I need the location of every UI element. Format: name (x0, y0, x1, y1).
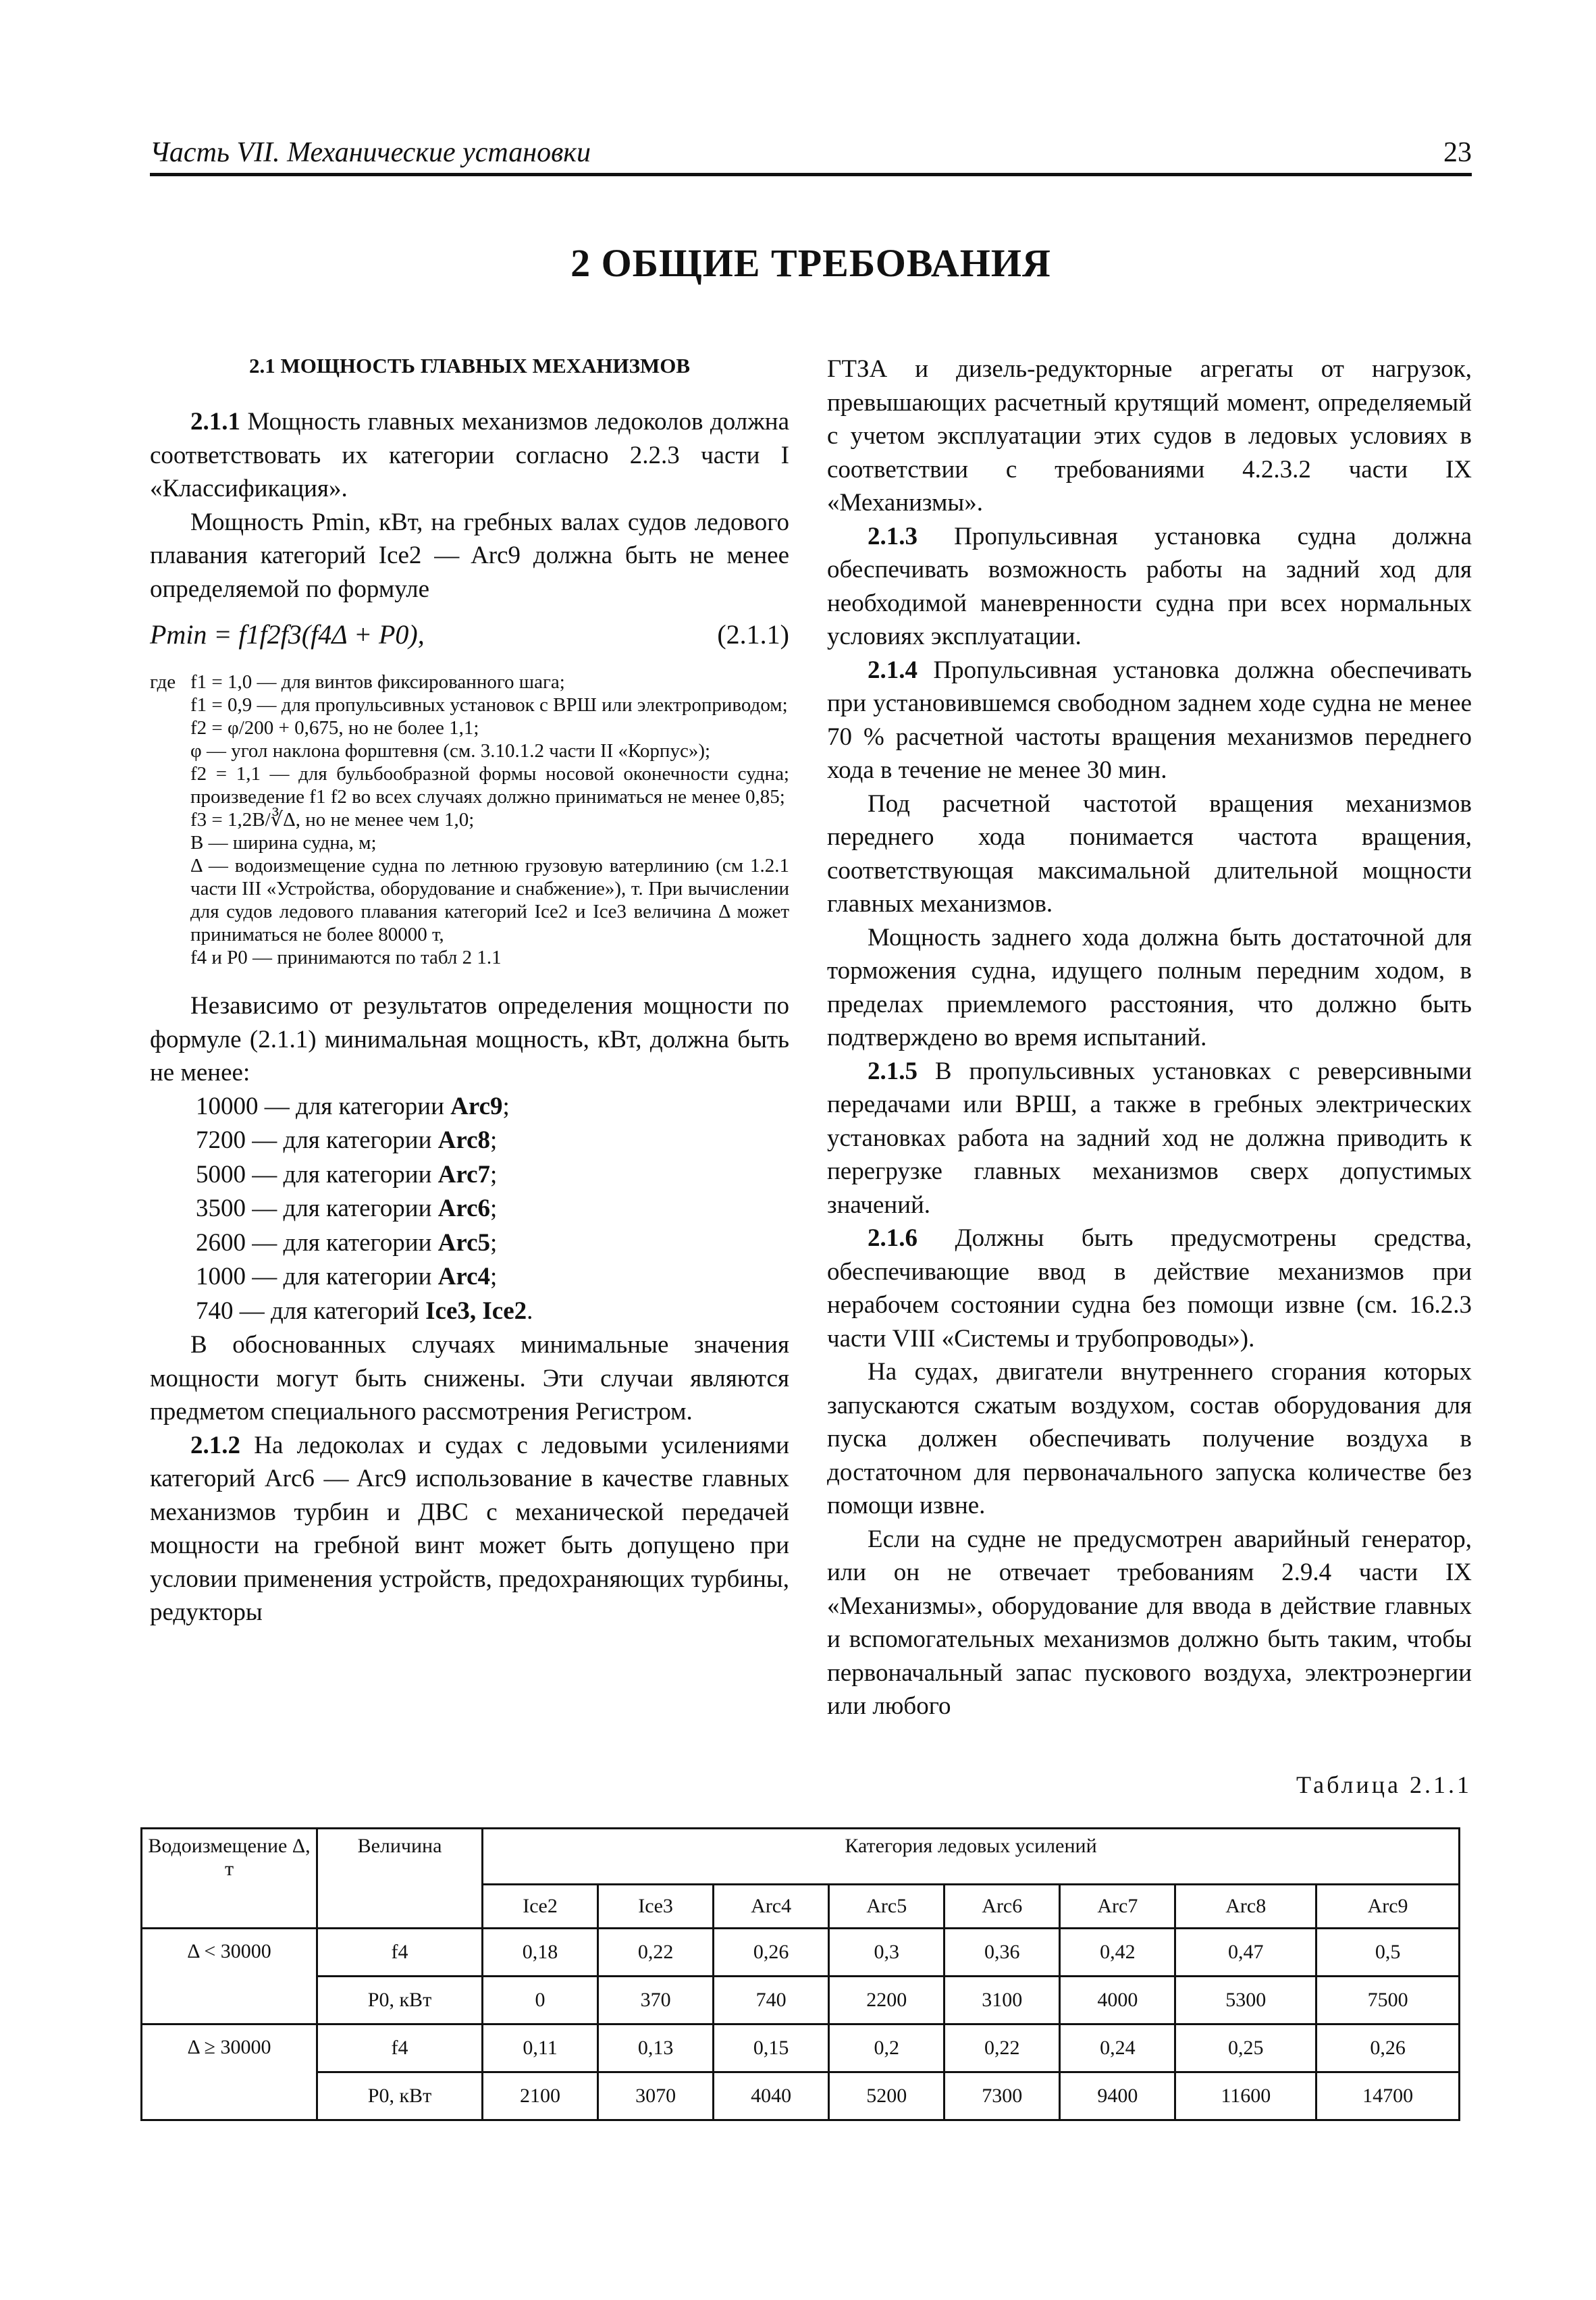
paragraph-text: Должны быть предусмотрены средства, обеспечивающие ввод в действие механизмов при нерабочем состоянии судна без помощи извне (см. 16.2.3 части VIII «Системы и трубопроводы»). (827, 1224, 1472, 1353)
category-header-cell: Ice3 (598, 1885, 714, 1929)
definition-text: f2 = 1,1 — для бульбообразной формы носовой оконечности судна; произведение f1 f2 во всех случаях должно приниматься не менее 0,85; (190, 763, 789, 808)
clause-number: 2.1.5 (868, 1057, 917, 1085)
clause-number: 2.1.1 (190, 408, 240, 436)
table-row (142, 1929, 1460, 1977)
clause-number: 2.1.6 (868, 1224, 917, 1252)
definition-label (150, 739, 190, 762)
paragraph-engines: На судах, двигатели внутреннего сгорания которых запускаются сжатым воздухом, состав оборудования для пуска должен обеспечивать получение воздуха в достаточном для первоначального запуска количестве без помощи извне. (827, 1358, 1472, 1519)
value-cell: 0,5 (1316, 1929, 1460, 1977)
left-column (150, 352, 789, 1629)
value-cell: 2200 (829, 1977, 945, 2024)
min-power-item: 2600 — для категории Arc5; (196, 1228, 498, 1257)
value-cell: 0,47 (1175, 1929, 1316, 1977)
value-cell: 0,15 (714, 2024, 829, 2072)
table-header-row (142, 1829, 1460, 1885)
paragraph-text: Пропульсивная установка должна обеспечивать при установившемся свободном заднем ходе судна не менее 70 % расчетной частоты вращения механизмов переднего хода в течение не менее 30 мин. (827, 656, 1472, 784)
definition-text: φ — угол наклона форштевня (см. 3.10.1.2 части II «Корпус»); (190, 740, 711, 762)
section-heading: 2.1 МОЩНОСТЬ ГЛАВНЫХ МЕХАНИЗМОВ (248, 354, 691, 377)
definition-text: f3 = 1,2B/∛Δ, но не менее чем 1,0; (190, 809, 475, 831)
paragraph-reverse-power: Мощность заднего хода должна быть достаточной для торможения судна, идущего полным передним ходом, в пределах приемлемого расстояния, что должно быть подтверждено во время испытаний. (827, 923, 1472, 1051)
definition-text: f1 = 0,9 — для пропульсивных установок с ВРШ или электроприводом; (190, 694, 788, 716)
paragraph-reverse-frequency: Под расчетной частотой вращения механизмов переднего хода понимается частота вращения, соответствующая максимальной длительной мощности главных механизмов. (827, 789, 1472, 918)
clause-number: 2.1.4 (868, 656, 917, 684)
definition-text: f4 и P0 — принимаются по табл 2 1.1 (190, 947, 502, 968)
category-header-cell: Arc4 (714, 1885, 829, 1929)
value-cell: 0 (483, 1977, 598, 2024)
value-cell: 0,2 (829, 2024, 945, 2072)
definition-text: f1 = 1,0 — для винтов фиксированного шага; (190, 671, 565, 693)
definition-label (150, 946, 190, 969)
page-header (150, 132, 1472, 176)
table-row (142, 1977, 1460, 2024)
value-cell: 0,11 (483, 2024, 598, 2072)
quantity-cell: P0, кВт (317, 2072, 483, 2120)
definition-label (150, 831, 190, 854)
value-cell: 2100 (483, 2072, 598, 2120)
header-category: Категория ледовых усилений (483, 1829, 1460, 1885)
definition-text: B — ширина судна, м; (190, 832, 377, 854)
value-cell: 0,42 (1060, 1929, 1175, 1977)
paragraph-text: Пропульсивная установка судна должна обеспечивать возможность работы на задний ход для необходимой маневренности судна при всех нормальных условиях эксплуатации. (827, 522, 1472, 650)
value-cell: 11600 (1175, 2072, 1316, 2120)
value-cell: 0,36 (945, 1929, 1060, 1977)
category-header-cell: Arc9 (1316, 1885, 1460, 1929)
right-column (827, 352, 1472, 1723)
value-cell: 370 (598, 1977, 714, 2024)
paragraph-2-1-5 (827, 1055, 1472, 1222)
table-caption: Таблица 2.1.1 (1296, 1771, 1472, 1798)
definition-item (150, 808, 789, 831)
formula-number: (2.1.1) (717, 619, 789, 650)
value-cell: 4000 (1060, 1977, 1175, 2024)
paragraph-2-1-1 (150, 405, 789, 506)
paragraph-emergency: Если на судне не предусмотрен аварийный генератор, или он не отвечает требованиям 2.9.4 части IX «Механизмы», оборудование для ввода в действие главных и вспомогательных механизмов должно быть таким, чтобы первоначальный запас пускового воздуха, электроэнергии или любого (827, 1525, 1472, 1720)
quantity-cell: P0, кВт (317, 1977, 483, 2024)
clause-number: 2.1.2 (190, 1431, 240, 1459)
paragraph-min-power: Независимо от результатов определения мощности по формуле (2.1.1) минимальная мощность, кВт, должна быть не менее: (150, 992, 789, 1087)
paragraph-text: В пропульсивных установках с реверсивными передачами или ВРШ, а также в гребных электрических установках работа на задний ход не должна приводить к перегрузке главных механизмов сверх допустимых значений. (827, 1057, 1472, 1219)
table-row (142, 2072, 1460, 2120)
definition-item (150, 716, 789, 739)
value-cell: 0,26 (1316, 2024, 1460, 2072)
paragraph-power-intro: Мощность Pmin, кВт, на гребных валах судов ледового плавания категорий Ice2 — Arc9 должна быть не менее определяемой по формуле (150, 508, 789, 603)
paragraph-text: Мощность главных механизмов ледоколов должна соответствовать их категории согласно 2.2.3 части I «Классификация». (150, 408, 789, 502)
chapter-title: 2 ОБЩИЕ ТРЕБОВАНИЯ (570, 241, 1051, 285)
quantity-cell: f4 (317, 2024, 483, 2072)
formula-expression: Pmin = f1f2f3(f4Δ + P0), (150, 619, 425, 650)
category-header-cell: Arc5 (829, 1885, 945, 1929)
min-power-item: 740 — для категорий Ice3, Ice2. (196, 1297, 533, 1325)
page-number: 23 (1443, 137, 1472, 168)
definition-item (150, 671, 789, 694)
quantity-cell: f4 (317, 1929, 483, 1977)
value-cell: 7500 (1316, 1977, 1460, 2024)
definition-text: f2 = φ/200 + 0,675, но не более 1,1; (190, 717, 479, 739)
definition-label: где (150, 671, 176, 693)
value-cell: 7300 (945, 2072, 1060, 2120)
clause-number: 2.1.3 (868, 522, 917, 550)
definition-item (150, 739, 789, 762)
value-cell: 5200 (829, 2072, 945, 2120)
value-cell: 740 (714, 1977, 829, 2024)
definition-text: Δ — водоизмещение судна по летнюю грузовую ватерлинию (см 1.2.1 части III «Устройства, оборудование и снабжение»), т. При вычислении для судов ледового плавания категорий Ice2 и Ice3 величина Δ может приниматься не более 80000 т, (190, 855, 789, 945)
value-cell: 0,13 (598, 2024, 714, 2072)
paragraph-reduced: В обоснованных случаях минимальные значения мощности могут быть снижены. Эти случаи являются предметом специального рассмотрения Регистром. (150, 1331, 789, 1426)
category-header-cell: Ice2 (483, 1885, 598, 1929)
definition-label (150, 762, 190, 808)
formula (150, 618, 789, 658)
definition-item (150, 762, 789, 808)
table-row (142, 2024, 1460, 2072)
category-header-cell: Arc6 (945, 1885, 1060, 1929)
running-title: Часть VII. Механические установки (150, 137, 591, 168)
value-cell: 0,24 (1060, 2024, 1175, 2072)
ice-category-table (140, 1827, 1460, 2121)
definition-item (150, 831, 789, 854)
paragraph-2-1-4 (827, 654, 1472, 787)
formula-definitions (150, 671, 789, 969)
min-power-list (196, 1090, 789, 1329)
paragraph-text: На ледоколах и судах с ледовыми усилениями категорий Arc6 — Arc9 использование в качестве главных механизмов турбин и ДВС с механической передачей мощности на гребной винт может быть допущено при условии применения устройств, предохраняющих турбины, редукторы (150, 1431, 789, 1626)
value-cell: 0,25 (1175, 2024, 1316, 2072)
displacement-cell: Δ ≥ 30000 (142, 2024, 317, 2120)
header-quantity: Величина (317, 1829, 483, 1929)
definition-item (150, 854, 789, 946)
definition-label (150, 694, 190, 716)
min-power-item: 1000 — для категории Arc4; (196, 1263, 498, 1290)
paragraph-2-1-3 (827, 520, 1472, 654)
definition-label (150, 854, 190, 946)
category-header-cell: Arc8 (1175, 1885, 1316, 1929)
value-cell: 14700 (1316, 2072, 1460, 2120)
min-power-item: 5000 — для категории Arc7; (196, 1160, 498, 1188)
value-cell: 3100 (945, 1977, 1060, 2024)
value-cell: 0,18 (483, 1929, 598, 1977)
value-cell: 0,22 (598, 1929, 714, 1977)
category-header-cell: Arc7 (1060, 1885, 1175, 1929)
value-cell: 0,26 (714, 1929, 829, 1977)
min-power-item: 3500 — для категории Arc6; (196, 1195, 498, 1222)
definition-label (150, 808, 190, 831)
displacement-cell: Δ < 30000 (142, 1929, 317, 2024)
paragraph-2-1-6 (827, 1222, 1472, 1355)
value-cell: 9400 (1060, 2072, 1175, 2120)
value-cell: 0,22 (945, 2024, 1060, 2072)
value-cell: 3070 (598, 2072, 714, 2120)
min-power-item: 10000 — для категории Arc9; (196, 1092, 510, 1120)
value-cell: 0,3 (829, 1929, 945, 1977)
definition-item (150, 694, 789, 716)
paragraph-2-1-2 (150, 1429, 789, 1629)
header-displacement: Водоизмещение Δ, т (142, 1829, 317, 1929)
min-power-item: 7200 — для категории Arc8; (196, 1126, 498, 1154)
definition-label (150, 716, 190, 739)
definition-item (150, 946, 789, 969)
value-cell: 4040 (714, 2072, 829, 2120)
paragraph-2-1-2-continued: ГТЗА и дизель-редукторные агрегаты от нагрузок, превышающих расчетный крутящий момент, определяемый с учетом эксплуатации этих судов в ледовых условиях в соответствии с требованиями 4.2.3.2 части IX «Механизмы». (827, 355, 1472, 517)
value-cell: 5300 (1175, 1977, 1316, 2024)
